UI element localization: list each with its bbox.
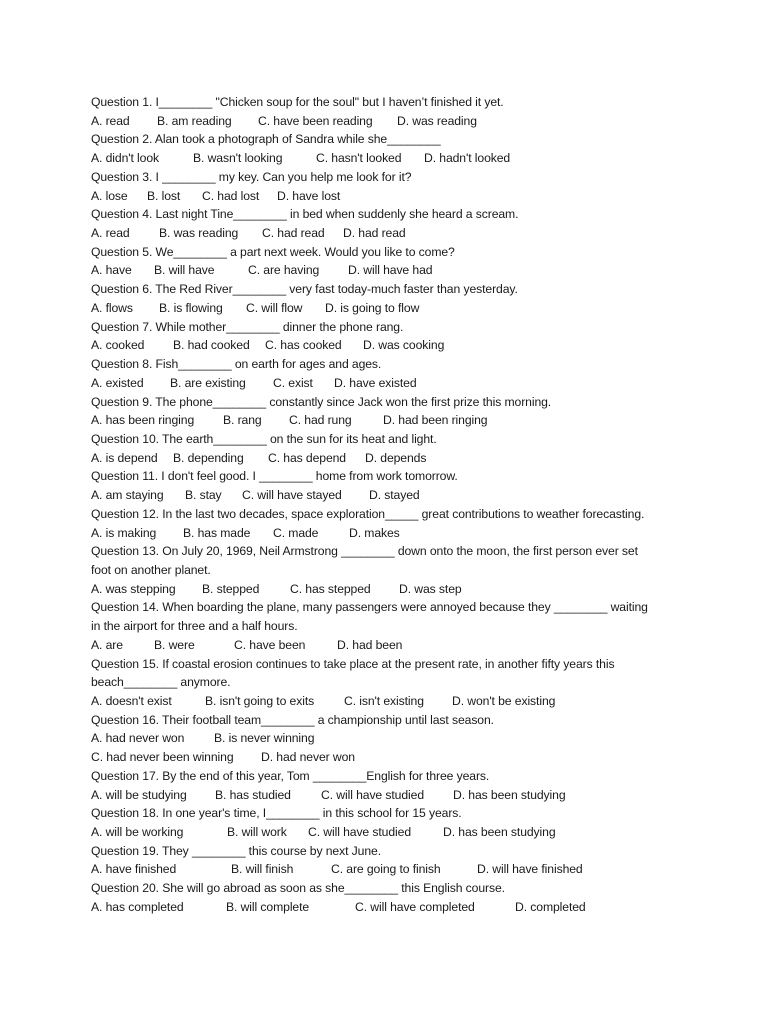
answer-option-d: D. was cooking — [363, 338, 445, 353]
answer-option-c: C. has cooked — [265, 338, 342, 353]
answer-options-row — [91, 786, 691, 805]
answer-option-b: B. lost — [147, 188, 181, 203]
answer-option-c: C. have been reading — [258, 113, 373, 128]
answer-option-d: D. have existed — [334, 375, 417, 390]
answer-option-b: B. has made — [183, 525, 251, 540]
answer-option-a: A. flows — [91, 300, 133, 315]
answer-option-a: A. read — [91, 113, 130, 128]
answer-option-a: A. am staying — [91, 488, 164, 503]
question-text: Question 13. On July 20, 1969, Neil Armstrong ________ down onto the moon, the first person ever set — [91, 544, 638, 559]
answer-option-c: C. had read — [262, 226, 325, 241]
answer-options-row — [91, 524, 691, 543]
answer-option-a: A. have finished — [91, 862, 177, 877]
answer-option-d: D. had been — [337, 637, 403, 652]
answer-option-d: D. makes — [349, 525, 400, 540]
answer-options-row — [91, 449, 691, 468]
answer-option-d: D. completed — [515, 899, 586, 914]
answer-option-c: C. will have stayed — [242, 488, 342, 503]
answer-option-d: D. hadn't looked — [424, 151, 511, 166]
answer-option-b: B. will have — [154, 263, 215, 278]
question-block — [91, 711, 691, 767]
question-text-continued: in the airport for three and a half hours. — [91, 619, 298, 634]
answer-option-b: B. will finish — [231, 862, 294, 877]
answer-option-a: A. are — [91, 637, 123, 652]
answer-option-c: C. had rung — [289, 413, 352, 428]
answer-option-c: C. has depend — [268, 450, 346, 465]
answer-option-b: B. stay — [185, 488, 222, 503]
answer-option-a: A. cooked — [91, 338, 145, 353]
question-text: Question 8. Fish________ on earth for ages and ages. — [91, 357, 382, 372]
question-block — [91, 393, 691, 430]
answer-option-b: B. depending — [173, 450, 244, 465]
answer-option-a: A. is making — [91, 525, 157, 540]
answer-option-b: B. is never winning — [214, 731, 315, 746]
question-text: Question 2. Alan took a photograph of Sandra while she________ — [91, 132, 441, 147]
question-text: Question 6. The Red River________ very fast today-much faster than yesterday. — [91, 282, 518, 297]
question-block — [91, 205, 691, 242]
answer-option-b: B. were — [154, 637, 195, 652]
question-block — [91, 767, 691, 804]
answer-option-c: C. isn't existing — [344, 694, 424, 708]
answer-option-a: A. was stepping — [91, 581, 176, 596]
answer-options-row — [91, 224, 691, 243]
answer-option-d: D. has been studying — [443, 825, 556, 840]
answer-option-b: B. was reading — [159, 226, 239, 241]
question-block — [91, 542, 691, 598]
question-text: Question 10. The earth________ on the sun for its heat and light. — [91, 431, 437, 446]
question-list — [91, 93, 691, 917]
answer-option-d: D. stayed — [369, 488, 420, 503]
answer-option-c: C. had never been winning — [91, 750, 234, 765]
answer-option-c: C. have been — [234, 637, 306, 652]
answer-option-a: A. is depend — [91, 450, 158, 465]
answer-option-b: B. am reading — [157, 113, 232, 128]
question-text: Question 5. We________ a part next week. Would you like to come? — [91, 244, 455, 259]
answer-options-row — [91, 898, 691, 917]
question-block — [91, 430, 691, 467]
question-text: Question 16. Their football team________ a championship until last season. — [91, 712, 494, 727]
answer-option-a: A. will be studying — [91, 787, 187, 802]
question-text: Question 17. By the end of this year, Tom ________English for three years. — [91, 768, 490, 783]
answer-option-a: A. had never won — [91, 731, 185, 746]
answer-option-d: D. will have finished — [477, 862, 583, 877]
answer-options-row — [91, 149, 691, 168]
answer-option-c: C. are going to finish — [331, 862, 441, 877]
answer-options-row — [91, 636, 691, 655]
question-text-continued: foot on another planet. — [91, 562, 211, 577]
answer-options-row — [91, 261, 691, 280]
question-text: Question 9. The phone________ constantly since Jack won the first prize this morning. — [91, 394, 552, 409]
question-text: Question 11. I don't feel good. I ________ home from work tomorrow. — [91, 469, 458, 484]
answer-option-c: C. will have completed — [355, 899, 475, 914]
answer-option-a: A. didn't look — [91, 151, 159, 166]
question-text: Question 14. When boarding the plane, many passengers were annoyed because they ________ waiting — [91, 600, 648, 615]
question-text: Question 12. In the last two decades, space exploration_____ great contributions to weather forecasting. — [91, 506, 645, 521]
question-block — [91, 318, 691, 355]
question-block — [91, 804, 691, 841]
answer-option-d: D. is going to flow — [325, 300, 420, 315]
answer-options-row — [91, 374, 691, 393]
answer-option-a: A. has completed — [91, 899, 184, 914]
answer-options-row — [91, 336, 691, 355]
question-block — [91, 505, 691, 542]
answer-option-a: A. lose — [91, 188, 128, 203]
answer-option-b: B. rang — [223, 413, 262, 428]
answer-option-a: A. read — [91, 226, 130, 241]
answer-option-d: D. was reading — [397, 113, 477, 128]
question-text: Question 20. She will go abroad as soon as she________ this English course. — [91, 881, 505, 896]
answer-option-d: D. will have had — [348, 263, 433, 278]
question-block — [91, 842, 691, 879]
answer-options-row — [91, 860, 691, 879]
question-text: Question 18. In one year's time, I________ in this school for 15 years. — [91, 806, 462, 821]
question-block — [91, 467, 691, 504]
question-block — [91, 130, 691, 167]
answer-option-d: D. depends — [365, 450, 427, 465]
question-block — [91, 655, 691, 711]
answer-option-c: C. hasn't looked — [316, 151, 402, 166]
question-block — [91, 879, 691, 916]
answer-option-b: B. stepped — [202, 581, 260, 596]
question-text: Question 7. While mother________ dinner the phone rang. — [91, 319, 404, 334]
question-block — [91, 598, 691, 654]
question-block — [91, 355, 691, 392]
answer-options-row — [91, 299, 691, 318]
answer-option-c: C. had lost — [202, 188, 260, 203]
answer-option-d: D. had been ringing — [383, 413, 488, 428]
answer-option-b: B. had cooked — [173, 338, 250, 353]
answer-option-c: C. are having — [248, 263, 320, 278]
question-text: Question 1. I________ "Chicken soup for the soul" but I haven’t finished it yet. — [91, 95, 504, 109]
answer-option-c: C. has stepped — [290, 581, 371, 596]
question-text: Question 3. I ________ my key. Can you help me look for it? — [91, 169, 412, 184]
answer-options-row — [91, 748, 691, 767]
question-block — [91, 280, 691, 317]
answer-option-d: D. won't be existing — [452, 694, 556, 708]
answer-option-c: C. exist — [273, 375, 313, 390]
answer-option-a: A. has been ringing — [91, 413, 195, 428]
answer-option-c: C. made — [273, 525, 319, 540]
answer-option-b: B. has studied — [215, 787, 291, 802]
answer-option-d: D. had read — [343, 226, 406, 241]
answer-option-a: A. existed — [91, 375, 144, 390]
answer-option-b: B. are existing — [170, 375, 246, 390]
answer-options-row — [91, 692, 691, 711]
answer-option-d: D. had never won — [261, 750, 355, 765]
answer-option-b: B. is flowing — [159, 300, 223, 315]
answer-option-c: C. will have studied — [308, 825, 411, 840]
question-text-continued: beach________ anymore. — [91, 675, 231, 690]
answer-options-row — [91, 486, 691, 505]
answer-option-d: D. has been studying — [453, 787, 566, 802]
answer-options-row — [91, 580, 691, 599]
answer-option-d: D. was step — [399, 581, 462, 596]
answer-options-row — [91, 823, 691, 842]
question-block — [91, 168, 691, 205]
answer-option-c: C. will flow — [246, 300, 303, 315]
question-block — [91, 93, 691, 130]
answer-option-b: B. wasn't looking — [193, 151, 283, 166]
answer-options-row — [91, 112, 691, 131]
answer-options-row — [91, 187, 691, 206]
answer-option-b: B. isn't going to exits — [205, 694, 315, 708]
question-text: Question 15. If coastal erosion continues to take place at the present rate, in another fifty years this — [91, 656, 615, 671]
answer-options-row — [91, 411, 691, 430]
answer-option-b: B. will complete — [226, 899, 310, 914]
answer-option-c: C. will have studied — [321, 787, 424, 802]
answer-option-a: A. will be working — [91, 825, 184, 840]
answer-options-row — [91, 729, 691, 748]
question-text: Question 19. They ________ this course by next June. — [91, 843, 381, 858]
answer-option-a: A. doesn't exist — [91, 694, 172, 708]
question-text: Question 4. Last night Tine________ in bed when suddenly she heard a scream. — [91, 207, 519, 222]
answer-option-b: B. will work — [227, 825, 287, 840]
question-block — [91, 243, 691, 280]
answer-option-d: D. have lost — [277, 188, 341, 203]
answer-option-a: A. have — [91, 263, 132, 278]
